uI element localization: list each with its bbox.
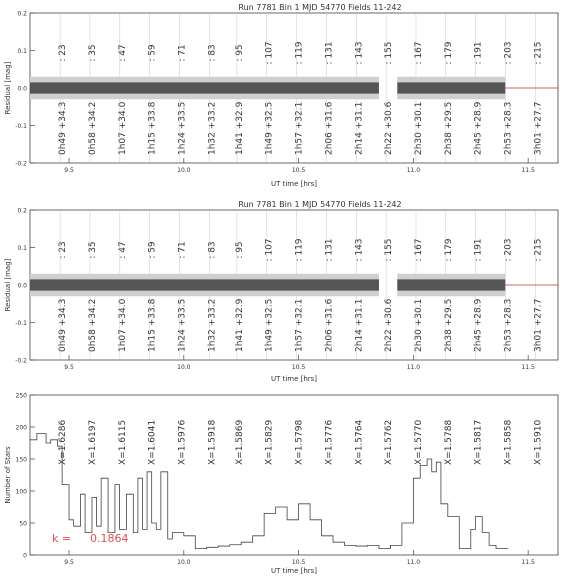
- airmass-label: X=1.5764: [354, 419, 365, 465]
- field-number-label: : 59: [147, 44, 158, 62]
- airmass-label: X=1.5829: [264, 419, 275, 465]
- field-number-label: : 131: [324, 238, 335, 262]
- field-coord-label: 1h15 +33.8: [147, 298, 158, 352]
- y-tick-label: -0.1: [15, 320, 27, 327]
- x-tick-label: 10.5: [291, 364, 306, 371]
- residual-panel-2: [4, 200, 558, 383]
- field-number-label: : 47: [117, 241, 128, 259]
- airmass-label: X=1.6286: [58, 419, 69, 465]
- field-number-label: : 131: [324, 41, 335, 65]
- field-number-label: : 179: [443, 41, 454, 65]
- panel-3-frame: [30, 395, 558, 555]
- x-tick-label: 11.0: [406, 559, 421, 566]
- field-coord-label: 1h24 +33.5: [177, 101, 188, 155]
- field-number-label: : 203: [503, 238, 514, 262]
- field-number-label: : 95: [234, 44, 245, 62]
- field-coord-label: 2h06 +31.6: [324, 298, 335, 352]
- field-coord-label: 2h53 +28.3: [503, 298, 514, 352]
- y-tick-label: -0.2: [15, 357, 27, 365]
- panel-3-airmass-labels: [58, 420, 543, 465]
- field-coord-label: 0h58 +34.2: [87, 298, 98, 352]
- airmass-label: X=1.5776: [324, 419, 335, 465]
- field-coord-label: 2h22 +30.6: [384, 298, 395, 352]
- airmass-label: X=1.5910: [533, 419, 544, 465]
- panel-2-title: Run 7781 Bin 1 MJD 54770 Fields 11-242: [238, 200, 402, 209]
- y-tick-label: 100: [15, 488, 27, 496]
- field-number-label: : 47: [117, 44, 128, 62]
- airmass-label: X=1.5762: [384, 419, 395, 465]
- field-number-label: : 215: [533, 238, 544, 262]
- x-tick-label: 10.5: [291, 167, 306, 174]
- panel-1-title: Run 7781 Bin 1 MJD 54770 Fields 11-242: [238, 3, 402, 12]
- field-coord-label: 3h01 +27.7: [533, 101, 544, 155]
- field-coord-label: 1h57 +32.1: [294, 101, 305, 155]
- star-count-panel: [4, 393, 558, 576]
- panel-3-xlabel: UT time [hrs]: [270, 567, 318, 575]
- x-tick-label: 10.0: [177, 167, 191, 174]
- field-number-label: : 143: [354, 238, 365, 262]
- airmass-label: X=1.5788: [443, 419, 454, 465]
- airmass-label: X=1.6197: [87, 419, 98, 465]
- panel-1-ylabel: Residual [mag]: [4, 61, 12, 115]
- field-number-label: : 167: [413, 238, 424, 262]
- airmass-label: X=1.5817: [473, 419, 484, 465]
- x-tick-label: 10.5: [291, 559, 306, 566]
- y-tick-label: 0.1: [17, 48, 27, 55]
- field-coord-label: 1h49 +32.5: [264, 298, 275, 352]
- y-tick-label: 50: [19, 520, 27, 528]
- field-number-label: : 191: [473, 238, 484, 262]
- field-coord-label: 2h53 +28.3: [503, 101, 514, 155]
- field-coord-label: 0h58 +34.2: [87, 101, 98, 155]
- field-number-label: : 35: [87, 241, 98, 259]
- field-coord-label: 2h14 +31.1: [354, 101, 365, 155]
- airmass-label: X=1.5858: [503, 419, 514, 465]
- field-coord-label: 1h41 +32.9: [234, 101, 245, 155]
- airmass-label: X=1.6041: [147, 419, 158, 465]
- field-number-label: : 155: [384, 41, 395, 65]
- residual-band-inner: [397, 279, 505, 290]
- y-tick-label: 0: [23, 552, 27, 560]
- field-coord-label: 2h45 +28.9: [473, 298, 484, 352]
- field-number-label: : 119: [294, 238, 305, 262]
- field-number-label: : 71: [177, 44, 188, 62]
- field-coord-label: 2h45 +28.9: [473, 101, 484, 155]
- panel-2-xlabel: UT time [hrs]: [270, 375, 318, 383]
- y-tick-label: 250: [15, 392, 27, 400]
- panel-2-residual-band: [30, 274, 558, 297]
- field-number-label: : 203: [503, 41, 514, 65]
- airmass-label: X=1.5869: [234, 419, 245, 465]
- field-coord-label: 2h30 +30.1: [413, 101, 424, 155]
- field-coord-label: 1h15 +33.8: [147, 101, 158, 155]
- y-tick-label: 0.0: [17, 282, 27, 290]
- field-number-label: : 155: [384, 238, 395, 262]
- field-number-label: : 215: [533, 41, 544, 65]
- field-number-label: : 107: [264, 41, 275, 65]
- panel-2-ylabel: Residual [mag]: [4, 258, 12, 312]
- residual-band-inner: [30, 82, 379, 93]
- field-number-label: : 191: [473, 41, 484, 65]
- x-tick-label: 10.0: [177, 559, 191, 566]
- field-number-label: : 107: [264, 238, 275, 262]
- y-tick-label: 150: [15, 456, 27, 464]
- field-coord-label: 2h30 +30.1: [413, 298, 424, 352]
- x-tick-label: 11.0: [406, 364, 421, 371]
- y-tick-label: 0.0: [17, 85, 27, 93]
- x-tick-label: 10.0: [177, 364, 191, 371]
- field-coord-label: 0h49 +34.3: [58, 101, 69, 155]
- y-tick-label: -0.2: [15, 160, 27, 168]
- airmass-label: X=1.5918: [207, 419, 218, 465]
- k-label: k =: [52, 532, 72, 545]
- residual-band-inner: [397, 82, 505, 93]
- field-coord-label: 2h38 +29.5: [443, 298, 454, 352]
- field-coord-label: 1h07 +34.0: [117, 298, 128, 352]
- field-number-label: : 83: [207, 44, 218, 62]
- field-coord-label: 2h22 +30.6: [384, 101, 395, 155]
- x-tick-label: 11.5: [521, 559, 535, 566]
- field-number-label: : 59: [147, 241, 158, 259]
- field-coord-label: 0h49 +34.3: [58, 298, 69, 352]
- field-number-label: : 143: [354, 41, 365, 65]
- field-coord-label: 1h49 +32.5: [264, 101, 275, 155]
- residual-panel-1: [4, 3, 558, 188]
- y-tick-label: -0.1: [15, 123, 27, 130]
- x-tick-label: 11.0: [406, 167, 421, 174]
- airmass-label: X=1.5976: [177, 419, 188, 465]
- field-number-label: : 83: [207, 241, 218, 259]
- field-number-label: : 179: [443, 238, 454, 262]
- field-coord-label: 1h24 +33.5: [177, 298, 188, 352]
- x-tick-label: 9.5: [64, 364, 74, 371]
- field-coord-label: 2h06 +31.6: [324, 101, 335, 155]
- field-coord-label: 1h32 +33.2: [207, 101, 218, 155]
- field-coord-label: 3h01 +27.7: [533, 298, 544, 352]
- field-coord-label: 2h14 +31.1: [354, 298, 365, 352]
- residual-band-inner: [30, 279, 379, 290]
- panel-1-residual-band: [30, 77, 558, 100]
- airmass-label: X=1.6115: [117, 419, 128, 465]
- panel-3-ylabel: Number of Stars: [4, 446, 12, 504]
- y-tick-label: 200: [15, 424, 27, 432]
- field-coord-label: 1h07 +34.0: [117, 101, 128, 155]
- k-value: 0.1864: [90, 532, 129, 545]
- field-number-label: : 35: [87, 44, 98, 62]
- field-number-label: : 119: [294, 41, 305, 65]
- airmass-label: X=1.5770: [413, 419, 424, 465]
- x-tick-label: 9.5: [64, 167, 74, 174]
- field-number-label: : 23: [58, 44, 69, 62]
- field-coord-label: 2h38 +29.5: [443, 101, 454, 155]
- field-number-label: : 95: [234, 241, 245, 259]
- field-coord-label: 1h32 +33.2: [207, 298, 218, 352]
- panel-1-xlabel: UT time [hrs]: [270, 180, 318, 188]
- field-coord-label: 1h57 +32.1: [294, 298, 305, 352]
- x-tick-label: 11.5: [521, 167, 535, 174]
- field-number-label: : 167: [413, 41, 424, 65]
- field-coord-label: 1h41 +32.9: [234, 298, 245, 352]
- y-tick-label: 0.2: [17, 207, 27, 215]
- field-number-label: : 23: [58, 241, 69, 259]
- airmass-label: X=1.5798: [294, 419, 305, 465]
- y-tick-label: 0.2: [17, 10, 27, 18]
- y-tick-label: 0.1: [17, 245, 27, 252]
- x-tick-label: 11.5: [521, 364, 535, 371]
- x-tick-label: 9.5: [64, 559, 74, 566]
- field-number-label: : 71: [177, 241, 188, 259]
